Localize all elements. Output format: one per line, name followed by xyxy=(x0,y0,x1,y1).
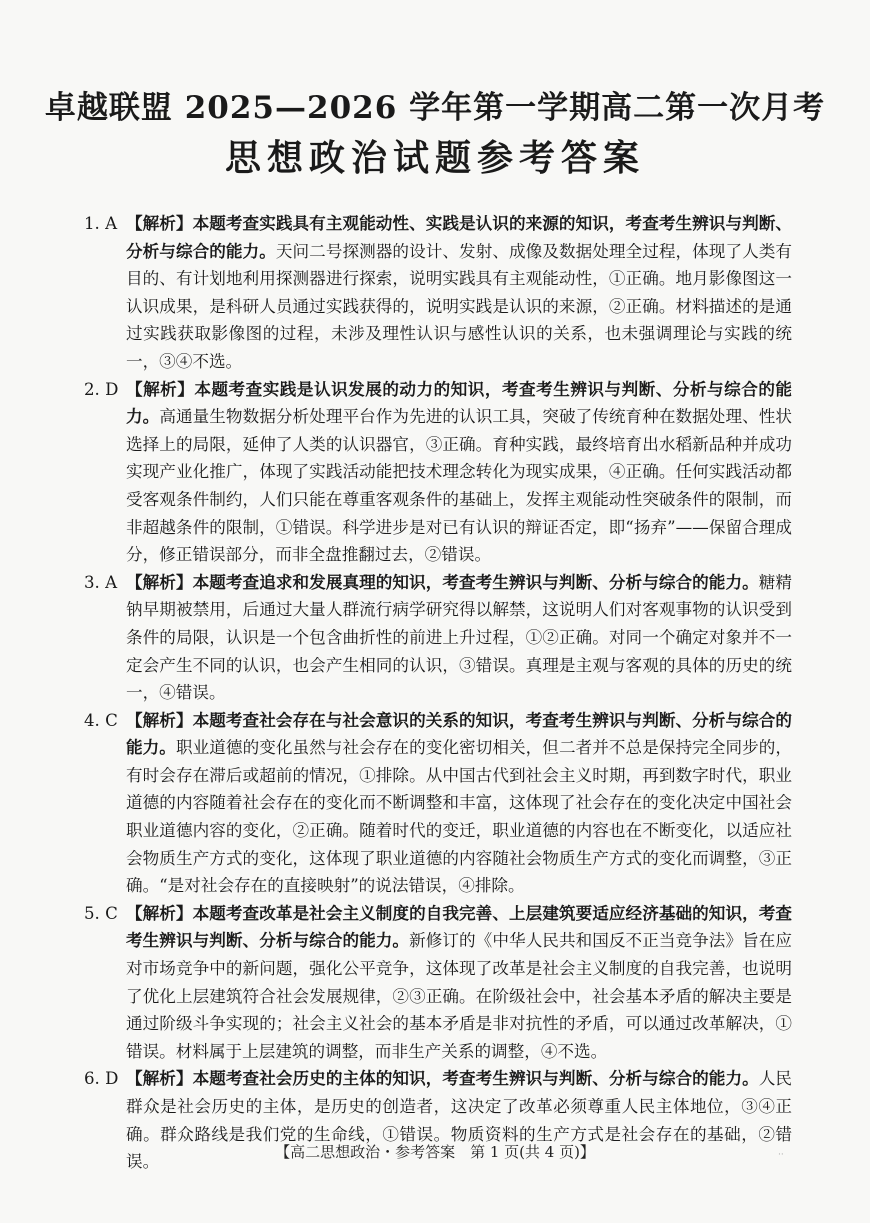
answer-content xyxy=(126,707,792,900)
answer-content xyxy=(126,569,792,707)
answer-item-4 xyxy=(84,707,792,900)
page-footer: 【高二思想政治・参考答案 第 1 页(共 4 页)】 xyxy=(275,1143,595,1161)
analysis-lead: 【解析】本题考查社会存在与社会意识的关系的知识，考查考生辨识与判断、分析与综合的能力。 xyxy=(126,710,792,758)
analysis-body: 人民群众是社会历史的主体，是历史的创造者，这决定了改革必须尊重人民主体地位，③④正确。群众路线是我们党的生命线，①错误。物质资料的生产方式是社会存在的基础，②错误。 xyxy=(126,1069,793,1172)
answer-item-2 xyxy=(84,376,792,569)
answer-content xyxy=(126,376,792,569)
answer-content xyxy=(126,210,792,376)
answer-number: 4. C xyxy=(84,710,118,730)
answer-number: 3. A xyxy=(84,572,118,592)
answer-number: 5. C xyxy=(84,903,118,923)
answer-item-1 xyxy=(84,210,792,376)
answer-number: 1. A xyxy=(84,214,118,233)
corner-mark: ·· xyxy=(778,1150,784,1160)
analysis-body: 新修订的《中华人民共和国反不正当竞争法》旨在应对市场竞争中的新问题，强化公平竞争，这体现了改革是社会主义制度的自我完善，也说明了优化上层建筑符合社会发展规律，②③正确。在阶级社会中，社会基本矛盾的解决主要是通过阶级斗争实现的；社会主义社会的基本矛盾是非对抗性的矛盾，可以通过改革解决，①错误。材料属于上层建筑的调整，而非生产关系的调整，④不选。 xyxy=(126,931,793,1061)
analysis-lead: 【解析】本题考查改革是社会主义制度的自我完善、上层建筑要适应经济基础的知识，考查考生辨识与判断、分析与综合的能力。 xyxy=(126,903,792,951)
answer-item-3 xyxy=(84,569,792,707)
analysis-body: 高通量生物数据分析处理平台作为先进的认识工具，突破了传统育种在数据处理、性状选择上的局限，延伸了人类的认识器官，③正确。育种实践，最终培育出水稻新品种并成功实现产业化推广，体现了实践活动能把技术理念转化为现实成果，④正确。任何实践活动都受客观条件制约，人们只能在尊重客观条件的基础上，发挥主观能动性突破条件的限制，而非超越条件的限制，①错误。科学进步是对已有认识的辩证否定，即“扬弃”——保留合理成分，修正错误部分，而非全盘推翻过去，②错误。 xyxy=(126,407,793,565)
analysis-lead: 【解析】本题考查追求和发展真理的知识，考查考生辨识与判断、分析与综合的能力。 xyxy=(126,572,759,592)
analysis-body: 天问二号探测器的设计、发射、成像及数据处理全过程，体现了人类有目的、有计划地利用探测器进行探索，说明实践具有主观能动性，①正确。地月影像图这一认识成果，是科研人员通过实践获得的，说明实践是认识的来源，②正确。材料描述的是通过实践获取影像图的过程，未涉及理性认识与感性认识的关系，也未强调理论与实践的统一，③④不选。 xyxy=(126,241,793,371)
analysis-lead: 【解析】本题考查实践具有主观能动性、实践是认识的来源的知识，考查考生辨识与判断、分析与综合的能力。 xyxy=(126,214,792,261)
exam-title: 卓越联盟 2025—2026 学年第一学期高二第一次月考 xyxy=(44,90,826,126)
analysis-body: 糖精钠早期被禁用，后通过大量人群流行病学研究得以解禁，这说明人们对客观事物的认识受到条件的局限，认识是一个包含曲折性的前进上升过程，①②正确。对同一个确定对象并不一定会产生不同的认识，也会产生相同的认识，③错误。真理是主观与客观的具体的历史的统一，④错误。 xyxy=(126,572,793,703)
answer-item-5 xyxy=(84,900,792,1066)
analysis-lead: 【解析】本题考查实践是认识发展的动力的知识，考查考生辨识与判断、分析与综合的能力。 xyxy=(126,379,792,427)
answer-number: 2. D xyxy=(84,379,119,399)
analysis-lead: 【解析】本题考查社会历史的主体的知识，考查考生辨识与判断、分析与综合的能力。 xyxy=(126,1069,759,1089)
answer-list xyxy=(84,210,792,1176)
answer-content xyxy=(126,900,792,1066)
answer-number: 6. D xyxy=(84,1069,119,1089)
analysis-body: 职业道德的变化虽然与社会存在的变化密切相关，但二者并不总是保持完全同步的，有时会存在滞后或超前的情况，①排除。从中国古代到社会主义时期，再到数字时代，职业道德的内容随着社会存在的变化而不断调整和丰富，这体现了社会存在的变化决定中国社会职业道德内容的变化，②正确。随着时代的变迁，职业道德的内容也在不断变化，以适应社会物质生产方式的变化，这体现了职业道德的内容随社会物质生产方式的变化而调整，③正确。“是对社会存在的直接映射”的说法错误，④排除。 xyxy=(126,738,793,896)
answer-key-title: 思想政治试题参考答案 xyxy=(224,138,645,179)
